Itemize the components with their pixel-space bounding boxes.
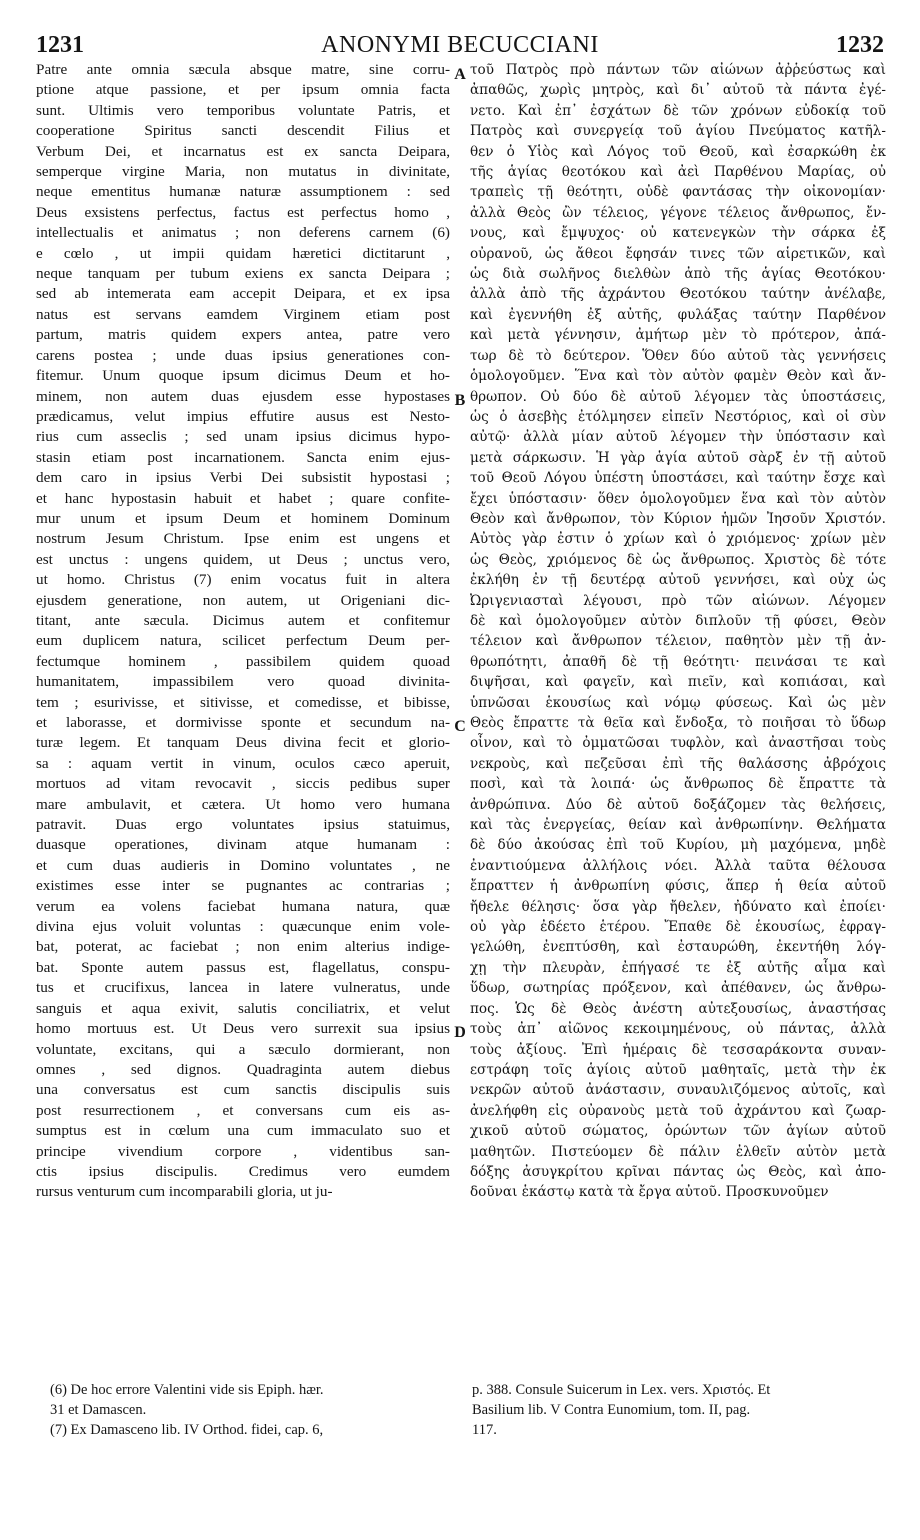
text-line: νεκρῶν αὐτοῦ ἀνάστασιν, συναυλιζόμενος αὐτοῖς, καὶ [470,1082,886,1099]
text-line: ὡς ὁ ἀσεβὴς ἐτόλμησεν εἰπεῖν Νεστόριος, καὶ οἱ σὺν [470,408,886,425]
text-line: ἀπαθῶς, χωρὶς μητρὸς, καὶ δι᾽ αὐτοῦ τὰ πάντα ἐγέ- [470,82,886,99]
text-line: τέλειον καὶ ἄνθρωπον τέλειον, παθητὸν μὲν τῇ ἀν- [470,633,886,650]
text-line: γελώθη, ἐνεπτύσθη, καὶ ἐσταυρώθη, ἐκεντήθη λόγ- [470,939,886,956]
text-line: est unctus : ungens quidem, ut Deus ; unctus vero, [36,550,450,568]
text-line: ὑπνῶσαι ἑκουσίως καὶ νόμῳ φύσεως. Καὶ ὡς μὲν [470,694,886,711]
text-line: (7) Ex Damasceno lib. IV Orthod. fidei, cap. 6, [50,1422,324,1438]
text-line: patravit. Duas ergo voluntates ipsius statuimus, [36,816,450,834]
text-line: διψῆσαι, καὶ φαγεῖν, καὶ πιεῖν, καὶ κοπιάσαι, καὶ [470,674,886,691]
text-line: ὡς διὰ σωλῆνος διελθὼν ἀπὸ τῆς ἁγίας Θεοτόκου· [470,266,886,283]
text-line: τοῦ Θεοῦ Λόγου ὑπέστη ὑποστάσει, καὶ ταύτην ἔσχε καὶ [470,470,886,487]
text-line: ejusdem generatione, non autem, ut Origeniani dic- [36,591,450,609]
text-line: ὁμολογοῦμεν. Ἕνα καὶ τὸν αὐτὸν φαμὲν Θεὸν καὶ ἄν- [470,368,886,385]
text-line: τραπεὶς τῇ θεότητι, οὐδὲ φαντάσας τὴν οἰκονομίαν· [470,184,886,201]
text-line: titant, ante sæcula. Dicimus autem et confitemur [36,611,450,629]
text-line: fitemur. Unum quoque ipsum dicimus Deum et ho- [36,367,450,385]
text-line: existimes esse inter se pugnantes ac contrarias ; [36,877,450,895]
text-line: sed ab intemerata eam accepit Deipara, et ex ipsa [36,285,450,303]
text-line: carens postea ; unde duas ipsius generationes con- [36,346,450,364]
text-line: tem ; esurivisse, et sitivisse, et comedisse, et bibisse, [36,693,450,711]
text-line: sumptus est in cœlum una cum immaculato suo et [36,1122,450,1140]
text-line: τωρ δὲ τὸ δεύτερον. Ὅθεν δύο αὐτοῦ τὰς γεννήσεις [470,347,886,364]
text-line: θεν ὁ Υἱὸς καὶ Λόγος τοῦ Θεοῦ, καὶ ἐσαρκώθη ἐκ [470,143,886,160]
text-line: mare ambulavit, et cætera. Ut homo vero humana [36,795,450,813]
text-line: rius cum asseclis ; sed unam ipsius dicimus hypo- [36,428,450,446]
text-line: homo mortuus est. Ut Deus vero surrexit sua ipsius [36,1020,450,1038]
text-line: καὶ τὰς ἐνεργείας, θείαν καὶ ἀνθρωπίνην. Θελήματα [470,817,886,834]
text-line: bat. Sponte autem passus est, flagellatus, conspu- [36,958,450,976]
text-line: ctis ipsius discipulis. Credimus vero eumdem [36,1162,450,1180]
text-line: τοὺς ἀπ᾽ αἰῶνος κεκοιμημένους, οὐ πάντας, ἀλλὰ [470,1021,886,1038]
text-line: χικοῦ αὐτοῦ σώματος, ὁρώντων τῶν ἁγίων αὐτοῦ [470,1123,886,1140]
text-line: οὐ γὰρ ἐδέετο ἑτέρου. Ἔπαθε δὲ ἑκουσίως, ἐφραγ- [470,919,886,936]
section-marker-b: B [454,392,466,409]
text-line: neque ementitus humanæ naturæ assumptionem : sed [36,183,450,201]
text-line: νετο. Καὶ ἐπ᾽ ἐσχάτων δὲ τῶν χρόνων εὐδοκίᾳ τοῦ [470,102,886,119]
footnotes-left [50,1380,450,1440]
text-line: semperque virgine Maria, non mutatus in divinitate, [36,163,450,181]
text-line: principe vivendium corpore , videntibus san- [36,1142,450,1160]
text-line: δὲ δύο ἀκούσας ἐπὶ τοῦ Κυρίου, μὴ μαχόμενα, μηδὲ [470,837,886,854]
right-page-number: 1232 [835,31,884,58]
text-line: ποσὶ, καὶ τὰ λοιπά· ὡς ἄνθρωπος δὲ ἔπραττε τὰ [470,776,886,793]
text-line: ἤθελε θέλησις· ὅσα γὰρ ἤθελεν, ἠδύνατο καὶ ἐποίει· [470,898,886,915]
text-line: Πατρὸς καὶ συνεργείᾳ τοῦ ἁγίου Πνεύματος κατῆλ- [470,123,886,140]
text-line: ἀλλὰ Θεὸς ὢν τέλειος, γέγονε τέλειος ἄνθρωπος, ἔν- [470,204,886,221]
text-line: δὲ καὶ ὁμολογοῦμεν αὐτὸν διπλοῦν τῇ φύσει, Θεὸν [470,612,886,629]
section-marker-a: A [454,66,466,83]
text-line: (6) De hoc errore Valentini vide sis Epiph. hær. [50,1382,324,1398]
text-line: tus et crucifixus, lancea in latere vulneratus, unde [36,979,450,997]
text-line: οἶνον, καὶ τὸ ὀμματῶσαι τυφλὸν, καὶ ἀναστῆσαι τοὺς [470,735,886,752]
text-line: Ὠριγενιασταὶ λέγουσι, πρὸ τῶν αἰώνων. Λέγομεν [470,592,886,609]
text-line: Θεὸν καὶ ἄνθρωπον, τὸν Κύριον ἡμῶν Ἰησοῦν Χριστόν. [470,510,886,527]
text-line: intellectualis et animatus ; non deferens carnem (6) [36,224,450,242]
footnotes-right [472,1380,886,1440]
text-line: stasin etiam post incarnationem. Sancta enim ejus- [36,448,450,466]
text-line: ἔχει ὑπόστασιν· ὅθεν ὁμολογοῦμεν ἕνα καὶ τὸν αὐτὸν [470,490,886,507]
text-line: cooperatione Spiritus sancti descendit Filius et [36,122,450,140]
text-line: μαθητῶν. Πιστεύομεν δὲ πάλιν ἐλθεῖν αὐτὸν μετὰ [470,1143,886,1160]
text-line: θρωπον. Οὐ δύο δὲ αὐτοῦ λέγομεν τὰς ὑποστάσεις, [470,388,886,405]
text-line: καὶ ἐγεννήθη ἐξ αὐτῆς, φυλάξας ταύτην Παρθένον [470,306,886,323]
left-page-number: 1231 [36,31,84,58]
text-line: αὐτῷ· ἀλλὰ μίαν αὐτοῦ λέγομεν τὴν ὑπόστασιν καὶ [470,429,886,446]
text-line: Patre ante omnia sæcula absque matre, sine corru- [36,61,450,78]
text-line: ὕδωρ, σωτηρίας πρόξενον, καὶ ἀπέθανεν, ὡς ἄνθρω- [470,980,886,997]
text-line: ἀνελήφθη εἰς οὐρανοὺς μετὰ τοῦ ἀχράντου καὶ ζωαρ- [470,1102,886,1119]
text-line: rursus venturum cum incomparabili gloria, ut ju- [36,1183,333,1201]
text-line: natus est servans eamdem Virginem etiam post [36,305,450,323]
text-line: p. 388. Consule Suicerum in Lex. vers. Χριστός. Et [472,1382,771,1398]
text-line: et laborasse, et dormivisse sponte et secundum na- [36,714,450,731]
text-line: sunt. Ultimis vero temporibus voluntate Patris, et [36,101,450,119]
text-line: τοῦ Πατρὸς πρὸ πάντων τῶν αἰώνων ἀῤῥεύστως καὶ [470,62,886,78]
text-line: 117. [472,1422,497,1438]
section-marker-d: D [454,1024,466,1041]
text-line: νεκροὺς, καὶ πεζεῦσαι ἐπὶ τῆς θαλάσσης ἀβρόχοις [470,755,886,772]
text-line: ἔπραττεν ἡ ἀνθρωπίνη φύσις, ἅπερ ἡ θεία αὐτοῦ [470,878,886,895]
text-line: Αὐτὸς γὰρ ἐστιν ὁ χρίων καὶ ὁ χριόμενος· χρίων μὲν [470,531,886,548]
text-line: una conversatus est cum sanctis discipulis suis [36,1081,450,1099]
text-line: ptione atque passione, et per ipsum omnia facta [36,81,450,99]
text-line: humanitatem, impassibilem vero quoad divinita- [36,673,450,691]
text-line: ἀλλὰ ἀπὸ τῆς ἀχράντου Θεοτόκου ταύτην ἀνέλαβε, [470,286,886,303]
text-line: ἐκλήθη ἐν τῇ δευτέρᾳ αὐτοῦ γεννήσει, καὶ οὐχ ὡς [470,572,886,589]
text-line: τῆς ἁγίας θεοτόκου καὶ ἀεὶ Παρθένου Μαρίας, οὐ [470,164,886,181]
text-line: et hanc hypostasin habuit et habet ; quare confite- [36,489,450,507]
section-marker-c: C [454,718,466,735]
text-line: e cœlo , ut impii quidam hæretici dictitarunt , [36,244,450,262]
greek-text-column [470,60,886,1201]
text-line: δόξης ἀσυγκρίτου κρῖναι πάντας ὡς Θεὸς, καὶ ἀπο- [470,1163,886,1180]
text-line: μετὰ σάρκωσιν. Ἡ γὰρ ἁγία αὐτοῦ σὰρξ ἐν τῇ αὐτοῦ [470,449,886,466]
text-line: πος. Ὡς δὲ Θεὸς ἀνέστη αὐτεξουσίως, ἀναστήσας [470,1000,886,1017]
text-line: δοῦναι ἑκάστῳ κατὰ τὰ ἔργα αὐτοῦ. Προσκυνοῦμεν [470,1184,829,1201]
text-line: verum ea volens faciebat humana natura, quæ [36,897,450,915]
running-header [36,30,884,60]
text-line: prædicamus, velut impius effutire ausus est Nesto- [36,407,450,425]
text-line: χῃ τὴν πλευρὰν, ἐπήγασέ τε ἐξ αὐτῆς αἷμα καὶ [470,959,886,976]
text-line: ἀνθρώπινα. Δύο δὲ αὐτοῦ δοξάζομεν τὰς θελήσεις, [470,796,886,813]
text-line: dem caro in ipsius Verbi Dei subsistit hypostasi ; [36,469,450,487]
text-line: eum duplicem natura, scilicet perfectum Deum per- [36,632,450,650]
text-line: Θεὸς ἔπραττε τὰ θεῖα καὶ ἔνδοξα, τὸ ποιῆσαι τὸ ὕδωρ [470,715,886,731]
text-line: Verbum Dei, et incarnatus est ex sancta Deipara, [36,142,450,160]
text-line: neque tanquam per tubum exiens ex sancta Deipara ; [36,265,450,283]
text-line: fectumque hominem , passibilem quidem quoad [36,652,450,670]
text-line: τοὺς ἀξίους. Ἐπὶ ἡμέραις δὲ τεσσαράκοντα συναν- [470,1041,886,1058]
text-line: voluntate, excitans, qui a sæculo dormierant, non [36,1040,450,1058]
text-line: sanguis et aqua exivit, salutis conciliatrix, et velut [36,999,450,1017]
text-line: οὐρανοῦ, ὡς ἄθεοι ἔφησάν τινες τῶν αἱρετικῶν, καὶ [470,245,886,262]
text-line: nostrum Jesum Christum. Ipse enim est ungens et [36,530,450,548]
text-line: divina ejus voluit voluntas : quæcunque enim vole- [36,918,450,936]
text-line: εστράφη τοῖς ἁγίοις αὐτοῦ μαθηταῖς, μετὰ τὴν ἐκ [470,1061,886,1078]
text-line: turæ legem. Et tanquam Deus divina fecit et glorio- [36,734,450,752]
text-line: 31 et Damascen. [50,1402,147,1418]
text-line: ut homo. Christus (7) enim vocatus fuit in altera [36,571,450,589]
text-line: mur unum et ipsum Deum et hominem Dominum [36,509,450,527]
text-line: ὡς Θεὸς, χριόμενος δὲ ὡς ἄνθρωπος. Χριστὸς δὲ τότε [470,551,886,568]
text-line: minem, non autem duas ejusdem esse hypostases [36,387,450,405]
text-line: θρωπότητι, ἀπαθῆ δὲ τῇ θεότητι· πεινάσαι τε καὶ [470,653,886,670]
text-line: καὶ μετὰ γέννησιν, ἀμήτωρ μὲν τὸ πρότερον, ἀπά- [470,327,886,344]
text-line: νους, καὶ ἔμψυχος· οὐ κατενεγκὼν τὴν σάρκα ἐξ [470,225,886,242]
running-title: ANONYMI BECUCCIANI [321,31,599,58]
text-line: Basilium lib. V Contra Eunomium, tom. II, pag. [472,1402,751,1418]
text-line: sa : aquam vertit in vinum, oculos cæco aperuit, [36,754,450,772]
text-line: ἐναντιούμενα ἀλλήλοις νόει. Ἀλλὰ ταῦτα θέλουσα [470,857,886,874]
text-line: partum, matris quidem expers antea, patre vero [36,326,450,344]
latin-text-column [36,60,450,1201]
text-line: duasque operationes, divinam atque humanam : [36,836,450,854]
text-line: et cum duas audieris in Domino voluntates , ne [36,856,450,874]
text-line: Deus exsistens perfectus, factus est perfectus homo , [36,203,450,221]
text-line: omnes , sed dignos. Quadraginta autem diebus [36,1060,450,1078]
text-line: bat, poterat, ac faciebat ; non enim alterius indige- [36,938,450,956]
text-line: post resurrectionem , et conversans cum eis as- [36,1101,450,1119]
text-line: mortuos ad vitam revocavit , siccis pedibus super [36,775,450,793]
